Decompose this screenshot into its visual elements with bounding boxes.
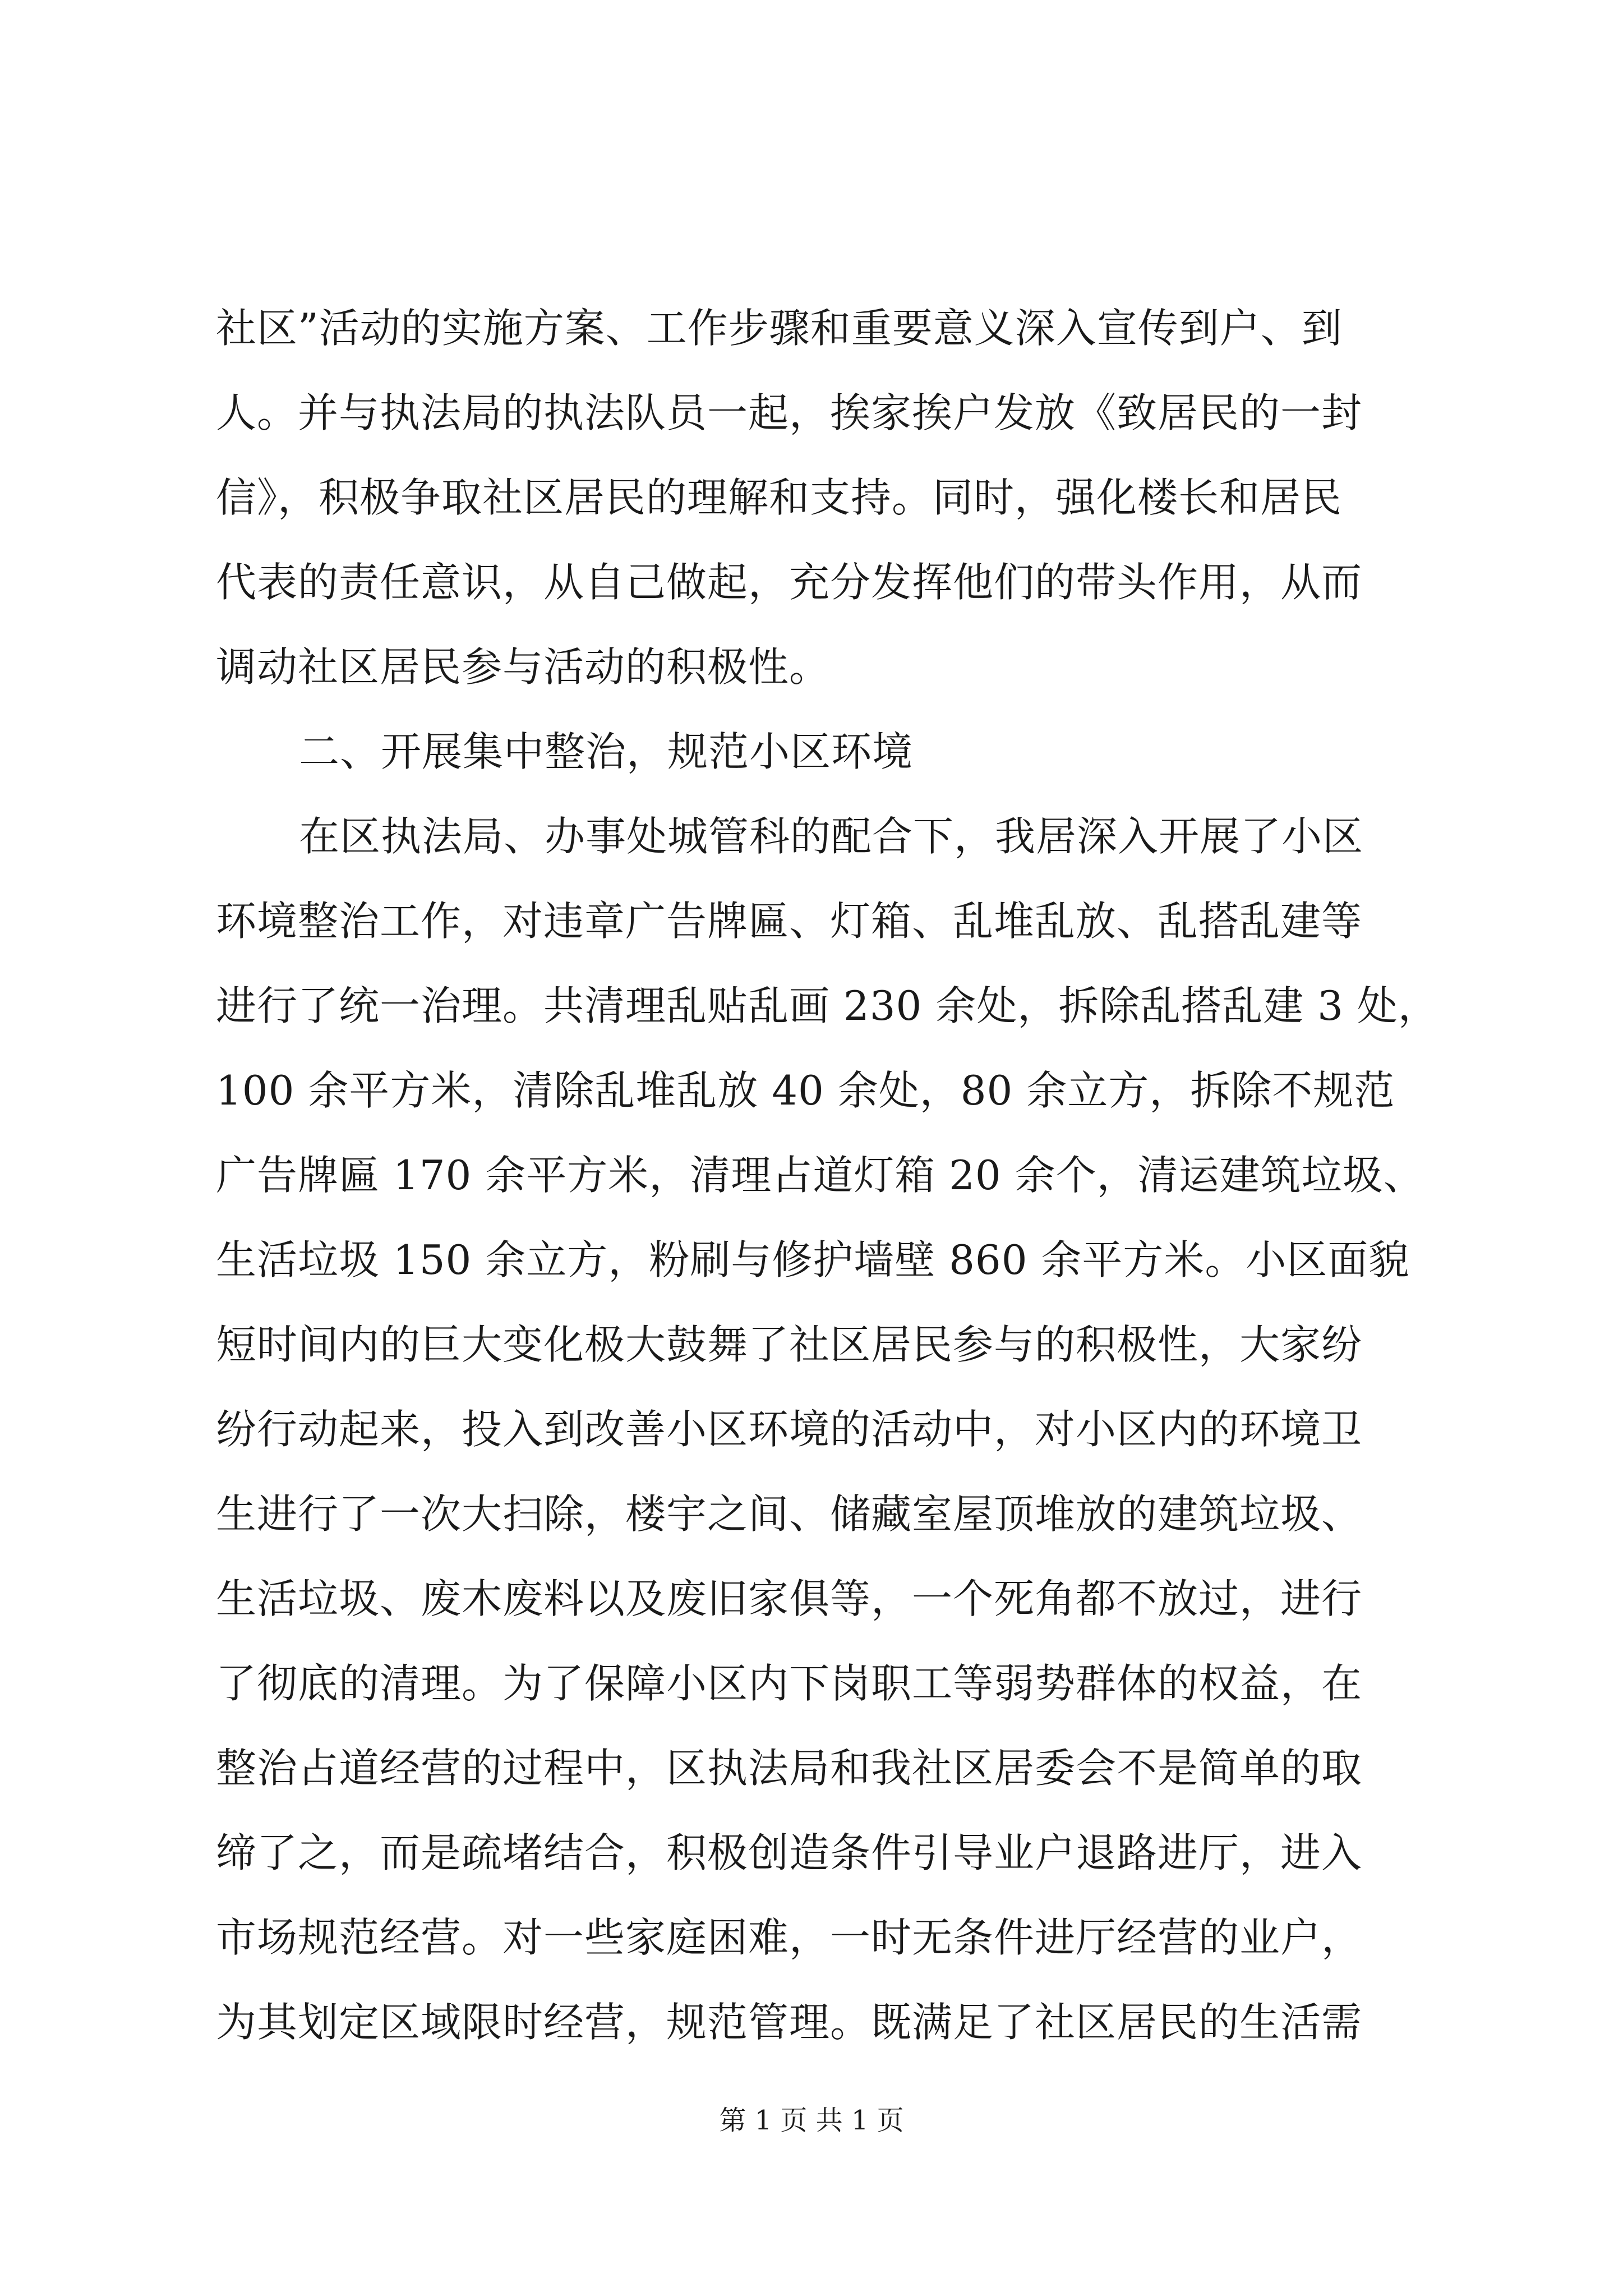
text-line: 100 余平方米，清除乱堆乱放 40 余处，80 余立方，拆除不规范 (216, 1067, 1395, 1114)
text-line: 在区执法局、办事处城管科的配合下，我居深入开展了小区 (299, 813, 1364, 860)
text-line: 市场规范经营。对一些家庭困难，一时无条件进厅经营的业户， (216, 1914, 1363, 1961)
text-line: 环境整治工作，对违章广告牌匾、灯箱、乱堆乱放、乱搭乱建等 (216, 898, 1363, 945)
text-line: 缔了之，而是疏堵结合，积极创造条件引导业户退路进厅，进入 (216, 1829, 1363, 1876)
text-line: 了彻底的清理。为了保障小区内下岗职工等弱势群体的权益，在 (216, 1660, 1363, 1707)
text-line: 生活垃圾 150 余立方，粉刷与修护墙壁 860 余平方米。小区面貌 (216, 1236, 1410, 1283)
text-line: 广告牌匾 170 余平方米，清理占道灯箱 20 余个，清运建筑垃圾、 (216, 1152, 1424, 1199)
text-line: 整治占道经营的过程中，区执法局和我社区居委会不是简单的取 (216, 1745, 1363, 1792)
text-line: 生活垃圾、废木废料以及废旧家俱等，一个死角都不放过，进行 (216, 1575, 1363, 1622)
page-footer (0, 2101, 1623, 2140)
text-line: 代表的责任意识，从自己做起，充分发挥他们的带头作用，从而 (216, 559, 1363, 606)
body-text (216, 286, 1439, 2065)
text-line: 纷行动起来，投入到改善小区环境的活动中，对小区内的环境卫 (216, 1406, 1363, 1453)
section-heading: 二、开展集中整治，规范小区环境 (299, 728, 914, 775)
text-line: 短时间内的巨大变化极大鼓舞了社区居民参与的积极性，大家纷 (216, 1321, 1363, 1368)
text-line: 为其划定区域限时经营，规范管理。既满足了社区居民的生活需 (216, 1999, 1363, 2046)
text-line: 调动社区居民参与活动的积极性。 (216, 643, 831, 691)
text-line: 社区”活动的实施方案、工作步骤和重要意义深入宣传到户、到 (216, 305, 1343, 352)
text-line: 生进行了一次大扫除，楼宇之间、储藏室屋顶堆放的建筑垃圾、 (216, 1490, 1363, 1538)
text-line: 人。并与执法局的执法队员一起，挨家挨户发放《致居民的一封 (216, 389, 1363, 436)
text-line: 进行了统一治理。共清理乱贴乱画 230 余处，拆除乱搭乱建 3 处， (216, 982, 1439, 1029)
page-number-label: 第 1 页 共 1 页 (719, 2105, 904, 2136)
text-line: 信》，积极争取社区居民的理解和支持。同时，强化楼长和居民 (216, 474, 1343, 521)
